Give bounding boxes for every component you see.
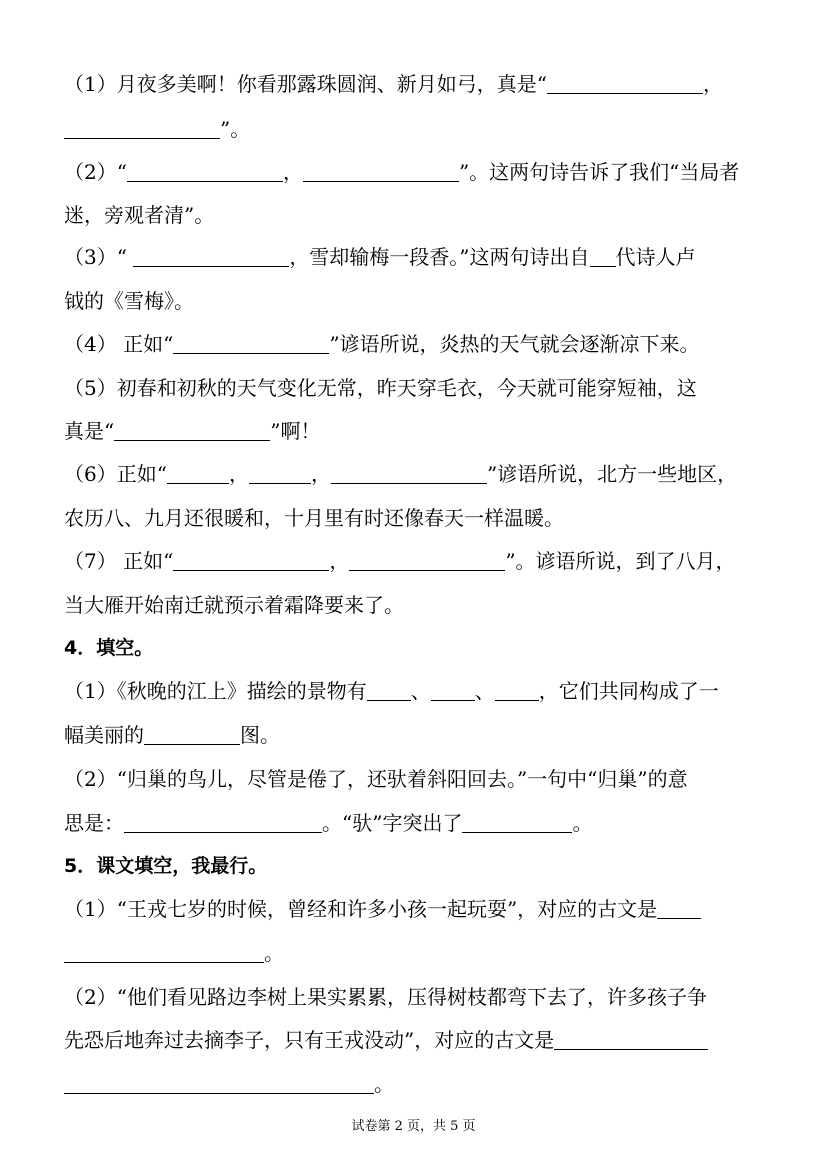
q3-item-2-line2: 迷，旁观者清”。 [64, 203, 215, 227]
answer-blank[interactable] [462, 812, 572, 833]
q3-item-7-line1: （7） 正如“ ， ”。谚语所说，到了八月， [64, 549, 736, 573]
answer-blank[interactable] [590, 246, 616, 267]
q4-item-1-line2: 幅美丽的 图。 [64, 723, 280, 747]
q3-item-5-line2: 真是“ ”啊！ [64, 419, 321, 443]
q3-item-6-line1: （6）正如“ ， ， ”谚语所说，北方一些地区， [64, 462, 738, 486]
answer-blank[interactable] [173, 333, 329, 354]
q3-item-5-line1: （5）初春和初秋的天气变化无常，昨天穿毛衣，今天就可能穿短袖，这 [64, 376, 697, 400]
answer-blank[interactable] [554, 1029, 708, 1050]
answer-blank[interactable] [127, 161, 283, 182]
q3-item-3-line2: 钺的《雪梅》。 [64, 289, 194, 313]
answer-blank[interactable] [657, 898, 701, 919]
answer-blank[interactable] [367, 680, 411, 701]
q3-item-1-line1: （1）月夜多美啊！你看那露珠圆润、新月如弓，真是“ ， [64, 72, 723, 96]
answer-blank[interactable] [303, 161, 459, 182]
answer-blank[interactable] [64, 942, 264, 963]
answer-blank[interactable] [144, 724, 240, 745]
q5-item-2-line1: （2）“他们看见路边李树上果实累累，压得树枝都弯下去了，许多孩子争 [64, 985, 707, 1009]
answer-blank[interactable] [547, 73, 703, 94]
q5-item-2-line3: 。 [64, 1072, 394, 1096]
q5-heading: 5．课文填空，我最行。 [64, 855, 268, 877]
answer-blank[interactable] [173, 550, 329, 571]
answer-blank[interactable] [124, 812, 322, 833]
q4-item-1-line1: （1）《秋晚的江上》描绘的景物有 、 、 ，它们共同构成了一 [64, 679, 719, 703]
q5-item-1-line2: 。 [64, 941, 284, 965]
q4-heading: 4．填空。 [64, 637, 154, 659]
q5-item-1-line1: （1）“王戎七岁的时候，曾经和许多小孩一起玩耍”，对应的古文是 [64, 897, 701, 921]
answer-blank[interactable] [114, 420, 270, 441]
answer-blank[interactable] [331, 463, 487, 484]
answer-blank[interactable] [64, 1073, 374, 1094]
q5-item-2-line2: 先恐后地奔过去摘李子，只有王戎没动”，对应的古文是 [64, 1028, 708, 1052]
q4-item-2-line2: 思是： 。“驮”字突出了 。 [64, 811, 593, 835]
answer-blank[interactable] [133, 246, 289, 267]
answer-blank[interactable] [64, 118, 220, 139]
answer-blank[interactable] [495, 680, 539, 701]
q3-item-7-line2: 当大雁开始南迁就预示着霜降要来了。 [64, 593, 404, 617]
q3-item-4-line1: （4） 正如“ ”谚语所说，炎热的天气就会逐渐凉下来。 [64, 332, 700, 356]
answer-blank[interactable] [349, 550, 505, 571]
q3-item-1-line2: ”。 [64, 117, 250, 141]
q3-item-3-line1: （3）“ ，雪却输梅一段香。”这两句诗出自 代诗人卢 [64, 245, 696, 269]
page-footer: 试卷第 2 页，共 5 页 [351, 1119, 476, 1134]
q4-item-2-line1: （2）“归巢的鸟儿，尽管是倦了，还驮着斜阳回去。”一句中“归巢”的意 [64, 767, 688, 791]
answer-blank[interactable] [249, 463, 311, 484]
q3-item-2-line1: （2）“ ， ”。这两句诗告诉了我们“当局者 [64, 160, 740, 184]
answer-blank[interactable] [431, 680, 475, 701]
answer-blank[interactable] [167, 463, 229, 484]
q3-item-1-text: （1）月夜多美啊！你看那露珠圆润、新月如弓，真是“ [64, 72, 547, 96]
q3-item-6-line2: 农历八、九月还很暖和，十月里有时还像春天一样温暖。 [64, 506, 564, 530]
